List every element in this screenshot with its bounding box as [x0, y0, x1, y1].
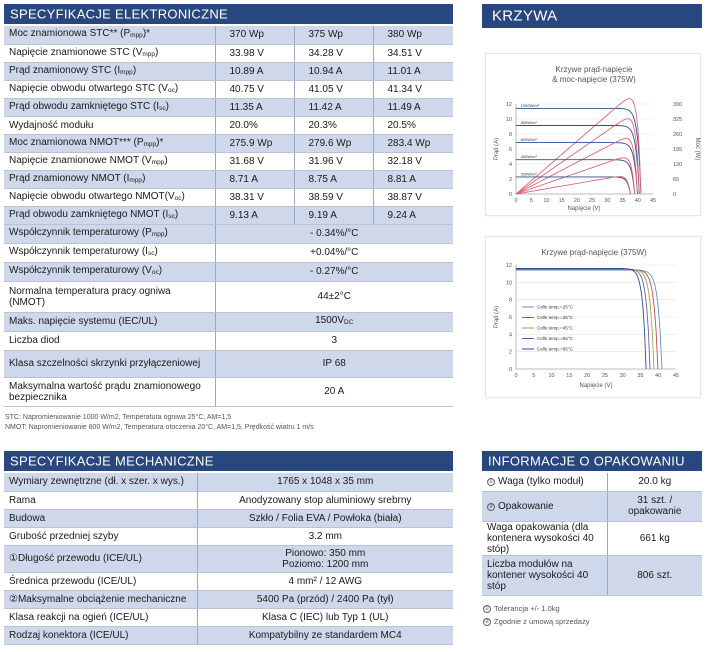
row-label-text: Współczynnik temperaturowy (V [9, 265, 152, 276]
y-tick-label: 8 [508, 132, 512, 138]
mech-value-line: 3.2 mm [308, 530, 342, 542]
chart2-svg [486, 237, 702, 399]
elec-value: 8.75 A [294, 170, 373, 188]
stc-note: STC: Napromieniowanie 1000 W/m2, Temperatura ogniwa 25°C, AM=1,5 [5, 414, 232, 421]
x-tick-label: 20 [573, 198, 580, 204]
power-curve [516, 99, 641, 194]
pack-row [482, 521, 702, 555]
x-tick-label: 35 [619, 198, 626, 204]
row-label-tail: ) [164, 227, 168, 238]
elec-value-shared [215, 243, 453, 262]
elec-param [4, 44, 215, 62]
mech-value-line: Anodyzowany stop aluminiowy srebrny [239, 494, 412, 506]
pack-param-text: Waga (tylko moduł) [498, 476, 584, 488]
mech-param-text: Rama [9, 494, 36, 506]
elec-param [4, 170, 215, 188]
elec-value: 11.35 A [215, 98, 294, 116]
mech-param-text: Rodzaj konektora (ICE/UL) [9, 629, 129, 641]
pack-value [607, 473, 702, 491]
row-label-tail: ) [181, 190, 185, 202]
mech-value [197, 572, 453, 590]
mech-param [4, 590, 197, 608]
pack-row [482, 473, 702, 491]
mech-param [4, 608, 197, 626]
elec-value-shared [215, 312, 453, 331]
pack-value-line-2: opakowanie [628, 506, 682, 517]
x-tick-label: 5 [532, 373, 536, 379]
note-2-marker: ② [484, 619, 490, 625]
row-label-subscript: mpp [120, 68, 133, 76]
elec-row-wide [4, 281, 453, 312]
row-label-text: Współczynnik temperaturowy (I [9, 246, 148, 257]
pack-value-line: 31 szt. / [637, 495, 673, 506]
elec-row [4, 116, 453, 134]
elec-value: 279.6 Wp [294, 134, 373, 152]
y-tick-label: 10 [505, 117, 512, 123]
elec-param [4, 243, 215, 262]
y-tick-label: 12 [505, 263, 512, 269]
elec-param [4, 262, 215, 281]
x-tick-label: 0 [514, 373, 518, 379]
row-label-text: Klasa szczelności skrzynki przyłączeniowej [9, 358, 201, 369]
value-text: IP 68 [322, 358, 346, 369]
mech-value-line: Klasa C (IEC) lub Typ 1 (UL) [261, 611, 389, 623]
mech-value [197, 509, 453, 527]
elec-row [4, 170, 453, 188]
row-label-subscript: sc [159, 104, 166, 112]
mech-value [197, 527, 453, 545]
y2-tick-label: 195 [673, 147, 683, 153]
value-text: 44±2°C [317, 291, 351, 302]
elec-value: 32.18 V [373, 152, 453, 170]
chart1-panel [485, 53, 701, 216]
pack-param-text: Liczba modułów na kontener wysokości 40 stóp [487, 558, 589, 592]
row-label-subscript: mpp [151, 231, 165, 238]
mech-row [4, 608, 453, 626]
x-tick-label: 30 [604, 198, 611, 204]
mech-row [4, 590, 453, 608]
mech-row [4, 572, 453, 590]
mech-title: SPECYFIKACJE MECHANICZNE [10, 453, 214, 469]
elec-value: 283.4 Wp [373, 134, 453, 152]
pack-param [482, 473, 607, 491]
elec-row [4, 80, 453, 98]
mech-row [4, 491, 453, 509]
elec-param [4, 116, 215, 134]
elec-param [4, 98, 215, 116]
footnote-marker: ② [9, 593, 18, 605]
elec-value: 375 Wp [294, 26, 373, 44]
mech-value [197, 608, 453, 626]
x-tick-label: 10 [548, 373, 555, 379]
row-label-subscript: mpp [130, 32, 143, 40]
pack-foot-1 [483, 604, 560, 613]
elec-param [4, 281, 215, 312]
row-label-tail: )* [142, 28, 151, 40]
iv-curve [516, 143, 638, 194]
mech-value-line: 1765 x 1048 x 35 mm [277, 476, 374, 488]
mech-param [4, 491, 197, 509]
row-label-text: Liczba diod [9, 335, 60, 346]
chart1-y2-label: Moc (W) [694, 137, 700, 161]
elec-row [4, 98, 453, 116]
elec-row [4, 206, 453, 224]
mech-value [197, 473, 453, 491]
mech-param-text: Średnica przewodu (ICE/UL) [9, 575, 137, 587]
mech-value [197, 491, 453, 509]
mech-param-text: Maksymalne obciążenie mechaniczne [17, 593, 187, 605]
row-label-text: Wydajność modułu [9, 119, 94, 131]
elec-table [4, 26, 453, 407]
row-label-text: Współczynnik temperaturowy (P [9, 227, 152, 238]
elec-param [4, 188, 215, 206]
elec-value: 40.75 V [215, 80, 294, 98]
value-text: 1500V [315, 315, 345, 326]
mech-param-text: Budowa [9, 512, 46, 524]
elec-value: 9.24 A [373, 206, 453, 224]
irradiance-label: 200W/m² [520, 171, 537, 177]
pack-param-text: Opakowanie [498, 500, 554, 512]
row-label-text: Napięcie znamionowe NMOT (V [9, 154, 152, 166]
pack-param-text: Waga opakowania (dla kontenera wysokości 40 stóp) [487, 521, 594, 555]
chart1-x-label: Napięcie (V) [567, 206, 601, 212]
elec-param [4, 350, 215, 377]
elec-param [4, 134, 215, 152]
x-tick-label: 15 [558, 198, 565, 204]
pack-value-line: 20.0 kg [638, 476, 672, 488]
elec-value: 31.68 V [215, 152, 294, 170]
elec-value: 41.34 V [373, 80, 453, 98]
mech-row [4, 509, 453, 527]
elec-row-wide [4, 377, 453, 406]
footnote-marker: ② [488, 503, 494, 510]
mech-param-text: Klasa reakcji na ogień (ICE/UL) [9, 611, 149, 623]
elec-value: 9.19 A [294, 206, 373, 224]
contract-note: Zgodnie z umową sprzedaży [494, 617, 590, 626]
pack-title: INFORMACJE O OPAKOWANIU [488, 453, 685, 469]
row-label-subscript: sc [168, 212, 175, 220]
elec-row-wide [4, 350, 453, 377]
pack-param [482, 491, 607, 521]
chart2-title: Krzywe prąd-napięcie (375W) [541, 248, 647, 257]
pack-value-line: 806 szt. [637, 569, 673, 581]
legend-entry: Cells temp.=45°C [537, 325, 573, 331]
row-label-text: Napięcie znamionowe STC (V [9, 46, 143, 58]
elec-row-wide [4, 243, 453, 262]
elec-row [4, 134, 453, 152]
elec-value: 38.31 V [215, 188, 294, 206]
y2-tick-label: 130 [673, 162, 683, 168]
elec-value: 9.13 A [215, 206, 294, 224]
pack-value [607, 521, 702, 555]
x-tick-label: 20 [584, 373, 591, 379]
pack-row [482, 555, 702, 595]
pack-row [482, 491, 702, 521]
row-label-subscript: sc [147, 250, 155, 257]
row-label-subscript: mpp [143, 140, 157, 148]
mech-row [4, 626, 453, 644]
elec-value-shared [215, 262, 453, 281]
elec-value-shared [215, 377, 453, 406]
elec-row [4, 188, 453, 206]
mech-value [197, 590, 453, 608]
elec-value: 34.28 V [294, 44, 373, 62]
mech-value-line-2: Poziomo: 1200 mm [282, 558, 369, 570]
elec-row [4, 44, 453, 62]
row-label-tail: ) [174, 82, 179, 94]
y-tick-label: 0 [508, 192, 512, 198]
mech-value-line: Kompatybilny ze standardem MC4 [248, 629, 402, 641]
row-label-tail: ) [164, 154, 168, 166]
y2-tick-label: 260 [673, 132, 683, 138]
value-text: - 0.27%/°C [310, 266, 359, 277]
row-label-subscript: oc [151, 269, 159, 276]
x-tick-label: 25 [589, 198, 596, 204]
x-tick-label: 45 [649, 198, 657, 204]
value-text: 20 A [324, 386, 345, 397]
pack-value [607, 555, 702, 595]
mech-param-text: Wymiary zewnętrzne (dł. x szer. x wys.) [9, 476, 184, 488]
elec-row [4, 26, 453, 44]
elec-param [4, 224, 215, 243]
x-tick-label: 40 [634, 198, 641, 204]
y2-tick-label: 0 [673, 192, 677, 198]
mech-param [4, 527, 197, 545]
value-text: 3 [331, 335, 338, 346]
x-tick-label: 0 [514, 198, 518, 204]
row-label-subscript: mpp [129, 176, 143, 184]
x-tick-label: 40 [655, 373, 662, 379]
y-tick-label: 4 [508, 332, 512, 339]
row-label-text: Napięcie obwodu otwartego STC (V [9, 82, 168, 94]
chart1-svg [486, 54, 702, 217]
row-label-subscript: oc [174, 194, 182, 202]
y-tick-label: 2 [508, 349, 512, 356]
tolerance-note: Tolerancja +/- 1.0kg [494, 604, 560, 613]
y-tick-label: 4 [508, 162, 512, 168]
elec-value: 20.3% [294, 116, 373, 134]
mech-table [4, 473, 453, 645]
mech-value [197, 626, 453, 644]
elec-row-wide [4, 312, 453, 331]
chart2-y-label: Prąd (A) [494, 305, 500, 329]
pack-foot-2 [483, 617, 589, 626]
power-curve [516, 138, 638, 194]
elec-param [4, 62, 215, 80]
mech-value-line: 4 mm² / 12 AWG [288, 575, 363, 587]
row-label-text: Maks. napięcie systemu (IEC/UL) [9, 316, 158, 327]
nmot-note: NMOT: Napromieniowanie 800 W/m2, Temperatura otoczenia 20°C, AM=1,5, Prędkość wiatru 1 m/s [5, 424, 314, 431]
mech-param [4, 572, 197, 590]
pack-param [482, 555, 607, 595]
elec-value-shared [215, 224, 453, 243]
row-label-tail: )* [156, 136, 164, 148]
y2-tick-label: 65 [673, 177, 680, 183]
mech-value-line: Szkło / Folia EVA / Powłoka (biała) [248, 512, 402, 524]
y2-tick-label: 325 [673, 117, 683, 123]
pack-value [607, 491, 702, 521]
x-tick-label: 10 [543, 198, 550, 204]
elec-param [4, 312, 215, 331]
mech-value-line: 5400 Pa (przód) / 2400 Pa (tył) [256, 593, 394, 605]
row-label-text: Prąd znamionowy NMOT (I [9, 172, 130, 184]
krzywa-header [482, 4, 702, 28]
elec-param [4, 377, 215, 406]
y-tick-label: 2 [508, 177, 512, 183]
elec-value: 11.49 A [373, 98, 453, 116]
row-label-text: Moc znamionowa STC** (P [9, 28, 131, 40]
elec-value: 8.81 A [373, 170, 453, 188]
elec-param [4, 206, 215, 224]
mech-header [4, 451, 453, 471]
elec-value: 34.51 V [373, 44, 453, 62]
y-tick-label: 8 [508, 297, 512, 304]
legend-entry: Cells temp.=55°C [537, 336, 573, 342]
y2-tick-label: 390 [673, 102, 683, 108]
elec-row [4, 62, 453, 80]
elec-row-wide [4, 331, 453, 350]
irradiance-label: 400W/m² [520, 154, 537, 160]
elec-value: 11.42 A [294, 98, 373, 116]
y-tick-label: 10 [505, 280, 512, 287]
elec-row-wide [4, 224, 453, 243]
chart2-x-label: Napięcie (V) [579, 383, 613, 389]
elec-value: 370 Wp [215, 26, 294, 44]
row-label-text: Maksymalna wartość prądu znamionowego bezpiecznika [9, 380, 201, 403]
x-tick-label: 5 [529, 198, 533, 204]
mech-param [4, 509, 197, 527]
mech-param [4, 473, 197, 491]
elec-value: 10.89 A [215, 62, 294, 80]
elec-title: SPECYFIKACJE ELEKTRONICZNE [10, 6, 229, 22]
elec-value: 38.87 V [373, 188, 453, 206]
irradiance-label: 600W/m² [520, 137, 537, 143]
elec-param [4, 80, 215, 98]
elec-value: 33.98 V [215, 44, 294, 62]
row-label-tail: ) [155, 46, 159, 58]
mech-param [4, 545, 197, 572]
row-label-tail: ) [158, 265, 163, 276]
elec-row [4, 152, 453, 170]
elec-value: 275.9 Wp [215, 134, 294, 152]
elec-value: 380 Wp [373, 26, 453, 44]
row-label-text: Prąd obwodu zamkniętego STC (I [9, 100, 160, 112]
value-subscript: DC [344, 319, 354, 326]
irradiance-label: 1000W/m² [520, 102, 540, 108]
elec-param [4, 331, 215, 350]
elec-param [4, 26, 215, 44]
footnote-marker: ① [488, 479, 494, 486]
y-tick-label: 0 [508, 367, 512, 373]
chart1-y-label: Prąd (A) [494, 137, 500, 161]
row-label-subscript: oc [167, 86, 175, 94]
mech-row [4, 473, 453, 491]
x-tick-label: 25 [601, 373, 608, 379]
row-label-tail: ) [142, 172, 146, 184]
x-tick-label: 30 [619, 373, 626, 379]
elec-header [4, 4, 453, 24]
elec-value-shared [215, 281, 453, 312]
chart1-title-line1: Krzywe prąd-napięcie [555, 65, 633, 74]
elec-value: 10.94 A [294, 62, 373, 80]
mech-param-text: Grubość przedniej szyby [9, 530, 119, 542]
krzywa-title: KRZYWA [492, 7, 558, 25]
x-tick-label: 15 [566, 373, 573, 379]
value-text: +0.04%/°C [310, 247, 359, 258]
irradiance-label: 800W/m² [520, 119, 537, 125]
footnote-marker: ① [9, 553, 18, 564]
pack-value-line: 661 kg [639, 532, 670, 544]
value-text: - 0.34%/°C [310, 228, 359, 239]
row-label-tail: ) [174, 208, 179, 220]
y-tick-label: 6 [508, 147, 512, 153]
row-label-text: Napięcie obwodu otwartego NMOT(V [9, 190, 175, 202]
x-tick-label: 45 [672, 373, 680, 379]
row-label-tail: ) [132, 64, 137, 76]
x-tick-label: 35 [637, 373, 644, 379]
y-tick-label: 6 [508, 315, 512, 321]
elec-value-shared [215, 350, 453, 377]
legend-entry: Cells temp.=35°C [537, 315, 573, 321]
mech-value-line: Pionowo: 350 mm [285, 547, 366, 559]
elec-value: 8.71 A [215, 170, 294, 188]
mech-row [4, 527, 453, 545]
legend-entry: Cells temp.=65°C [537, 346, 573, 352]
chart2-panel [485, 236, 701, 398]
pack-table [482, 473, 702, 596]
pack-header [482, 451, 702, 471]
temp-curve [516, 269, 646, 370]
elec-param [4, 152, 215, 170]
elec-row-wide [4, 262, 453, 281]
row-label-text: Normalna temperatura pracy ogniwa (NMOT) [9, 285, 171, 308]
mech-value [197, 545, 453, 572]
mech-param-text: Długość przewodu (ICE/UL) [17, 553, 142, 564]
note-1-marker: ① [484, 606, 490, 612]
elec-value: 31.96 V [294, 152, 373, 170]
mech-param [4, 626, 197, 644]
chart1-title-line2: & moc-napięcie (375W) [552, 75, 636, 84]
elec-value: 38.59 V [294, 188, 373, 206]
row-label-text: Prąd obwodu zamkniętego NMOT (I [9, 208, 169, 220]
elec-value-shared [215, 331, 453, 350]
row-label-tail: ) [154, 246, 158, 257]
row-label-text: Moc znamionowa NMOT*** (P [9, 136, 144, 148]
elec-value: 20.5% [373, 116, 453, 134]
mech-row [4, 545, 453, 572]
row-label-tail: ) [165, 100, 169, 112]
row-label-subscript: mpp [151, 158, 165, 166]
row-label-text: Prąd znamionowy STC (I [9, 64, 121, 76]
y-tick-label: 12 [505, 102, 512, 108]
elec-value: 41.05 V [294, 80, 373, 98]
pack-param [482, 521, 607, 555]
elec-value: 11.01 A [373, 62, 453, 80]
elec-value: 20.0% [215, 116, 294, 134]
legend-entry: Cells temp.=25°C [537, 304, 573, 310]
row-label-subscript: mpp [142, 50, 156, 58]
